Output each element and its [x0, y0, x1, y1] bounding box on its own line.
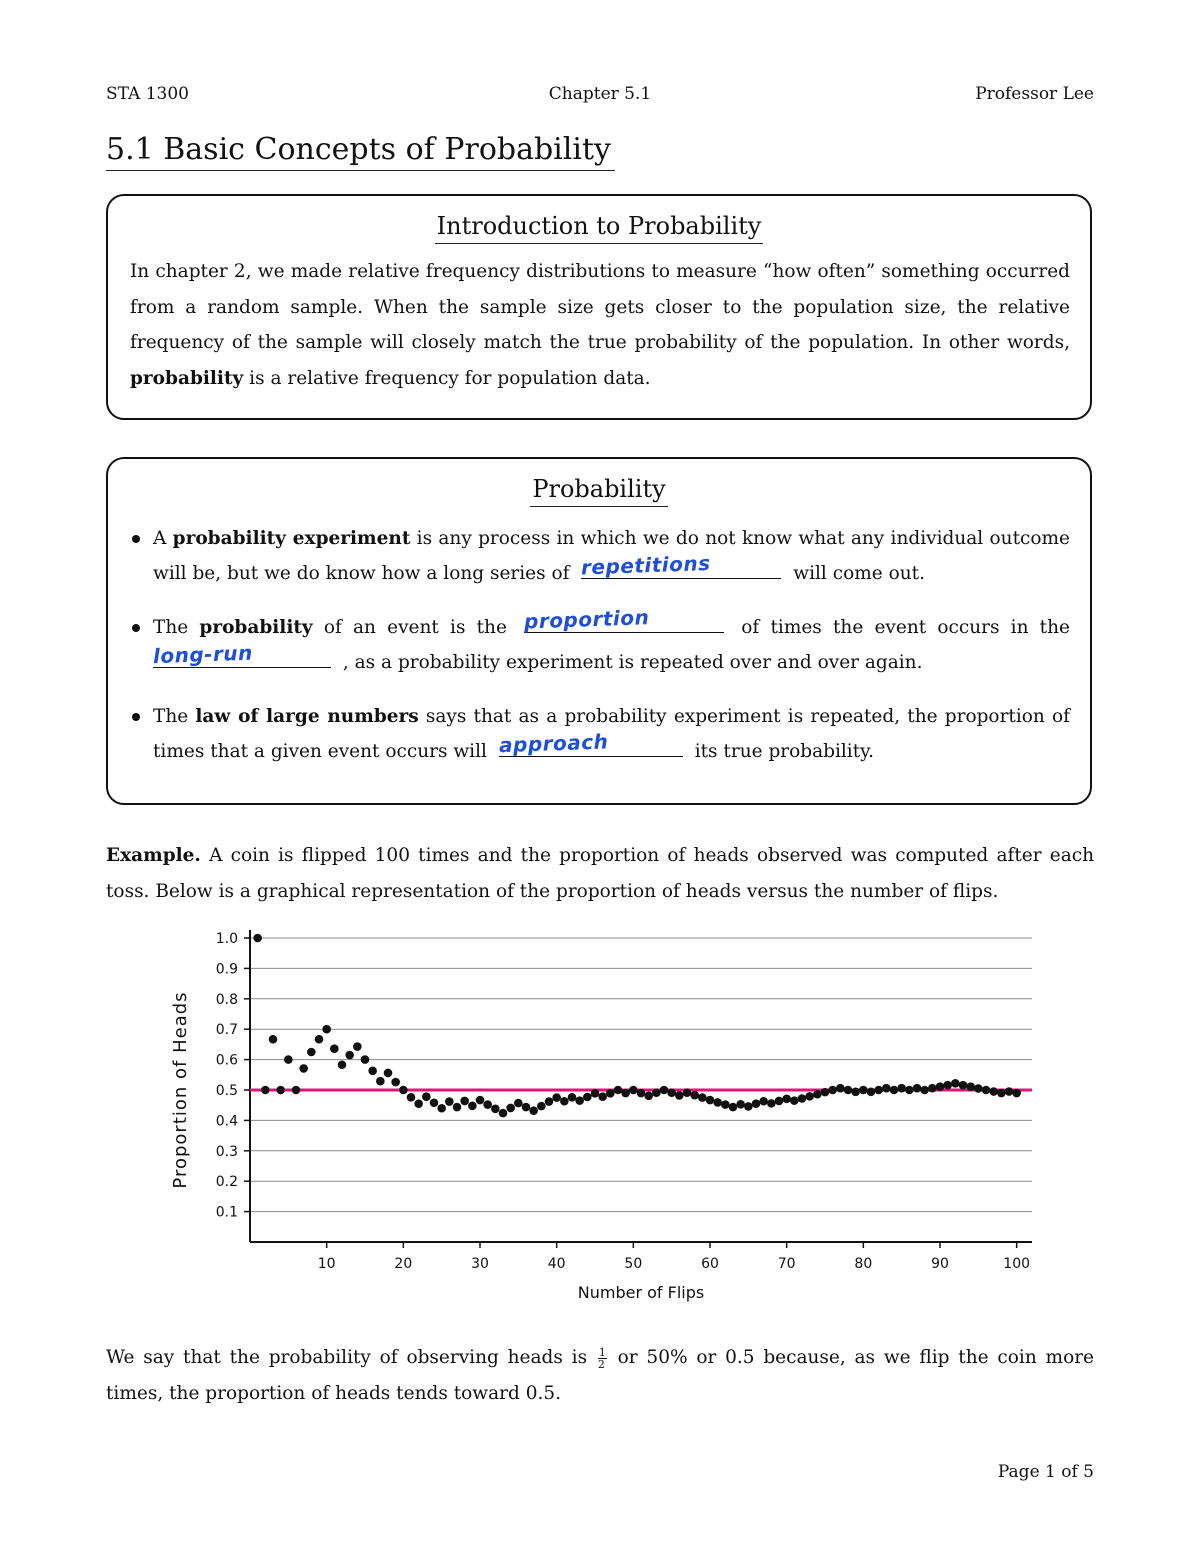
data-point: [920, 1086, 929, 1095]
data-point: [529, 1106, 538, 1115]
data-point: [453, 1103, 462, 1112]
data-point: [1005, 1087, 1014, 1096]
data-point: [445, 1097, 454, 1106]
data-point: [882, 1084, 891, 1093]
data-point: [583, 1093, 592, 1102]
data-point: [782, 1095, 791, 1104]
data-point: [1012, 1089, 1021, 1098]
data-point: [798, 1094, 807, 1103]
data-point: [614, 1086, 623, 1095]
data-point: [752, 1099, 761, 1108]
data-point: [361, 1055, 370, 1064]
data-point: [269, 1035, 278, 1044]
data-point: [966, 1082, 975, 1091]
data-point: [721, 1100, 730, 1109]
data-point: [376, 1077, 385, 1086]
data-point: [851, 1088, 860, 1097]
data-point: [499, 1109, 508, 1118]
data-point: [959, 1081, 968, 1090]
data-point: [644, 1091, 653, 1100]
data-point: [790, 1096, 799, 1105]
x-tick-label: 70: [777, 1256, 796, 1272]
data-point: [284, 1055, 293, 1064]
data-point: [560, 1097, 569, 1106]
data-point: [407, 1093, 416, 1102]
header-instructor: Professor Lee: [975, 84, 1094, 104]
data-point: [805, 1092, 814, 1101]
data-point: [767, 1099, 776, 1108]
data-point: [974, 1084, 983, 1093]
x-tick-label: 30: [471, 1256, 489, 1272]
data-point: [315, 1035, 324, 1044]
data-point: [775, 1097, 784, 1106]
y-tick-label: 0.4: [215, 1113, 238, 1130]
data-point: [537, 1102, 546, 1111]
data-point: [683, 1088, 692, 1097]
y-tick-label: 0.6: [215, 1052, 238, 1069]
data-point: [989, 1087, 998, 1096]
x-tick-label: 90: [931, 1256, 949, 1272]
data-point: [844, 1086, 853, 1095]
data-point: [667, 1088, 676, 1097]
data-point: [276, 1086, 285, 1095]
data-point: [759, 1097, 768, 1106]
data-point: [713, 1098, 722, 1107]
data-point: [905, 1086, 914, 1095]
fill-blank-proportion: [523, 605, 724, 634]
data-point: [391, 1078, 400, 1087]
fill-blank-repetitions: [580, 550, 781, 580]
x-tick-label: 50: [624, 1256, 643, 1272]
data-point: [292, 1086, 301, 1095]
data-point: [568, 1093, 577, 1102]
y-axis-label: Proportion of Heads: [170, 991, 191, 1189]
data-point: [345, 1051, 354, 1060]
handwritten-answer: long-run: [152, 640, 254, 669]
data-point: [483, 1100, 492, 1109]
intro-box-title: Introduction to Probability: [108, 212, 1090, 240]
data-point: [652, 1088, 661, 1097]
data-point: [660, 1086, 669, 1095]
data-point: [951, 1079, 960, 1088]
data-point: [307, 1048, 316, 1057]
data-point: [629, 1086, 638, 1095]
probability-box: [106, 457, 1092, 805]
handwritten-answer: proportion: [523, 605, 650, 634]
data-point: [874, 1086, 883, 1095]
data-point: [338, 1060, 347, 1069]
data-point: [890, 1086, 899, 1095]
probability-box-title: Probability: [108, 475, 1090, 503]
y-tick-label: 0.3: [215, 1143, 238, 1160]
data-point: [322, 1025, 331, 1034]
data-point: [729, 1103, 738, 1112]
data-point: [476, 1096, 485, 1105]
data-point: [491, 1105, 500, 1114]
data-point: [913, 1084, 922, 1093]
data-point: [997, 1089, 1006, 1098]
data-point: [506, 1104, 515, 1113]
data-point: [261, 1086, 270, 1095]
header-course: STA 1300: [106, 84, 189, 104]
data-point: [982, 1086, 991, 1095]
x-axis-label: Number of Flips: [577, 1283, 705, 1302]
data-point: [943, 1081, 952, 1090]
fraction-one-half: $\frac{1}{2}$: [597, 1345, 606, 1371]
data-point: [736, 1100, 745, 1109]
header-chapter: Chapter 5.1: [548, 84, 652, 104]
intro-text: In chapter 2, we made relative frequency distributions to measure “how often” something occurred from a random sample. When the sample size gets closer to the population size, the relative frequency of the sample will closely match the true probability of the population. In other words, probability is a relative frequency for population data.: [130, 261, 1070, 389]
data-point: [545, 1097, 554, 1106]
fill-blank-long-run: [152, 640, 331, 669]
bullet-probability-definition: The probability of an event is the proportion of times the event occurs in the long-run , as a probability experiment is repeated over and over again.: [130, 610, 1070, 680]
data-point: [591, 1089, 600, 1098]
data-point: [698, 1093, 707, 1102]
data-point: [744, 1102, 753, 1111]
intro-box: [106, 194, 1092, 420]
proportion-heads-chart: [160, 918, 1040, 1318]
definition-list: [130, 521, 1070, 769]
x-tick-label: 20: [394, 1256, 413, 1272]
bullet-dot: [132, 624, 140, 632]
bullet-dot: [132, 713, 140, 721]
data-point: [821, 1088, 830, 1097]
data-point: [514, 1099, 523, 1108]
data-point: [690, 1091, 699, 1100]
data-point: [399, 1086, 408, 1095]
data-point: [575, 1096, 584, 1105]
data-point: [552, 1093, 561, 1102]
handwritten-answer: approach: [498, 729, 609, 758]
data-point: [468, 1102, 477, 1111]
fill-blank-approach: [498, 729, 683, 758]
data-point: [422, 1092, 431, 1101]
x-tick-label: 60: [701, 1256, 719, 1272]
data-point: [859, 1086, 868, 1095]
data-point: [430, 1098, 439, 1107]
bullet-dot: [132, 535, 140, 543]
bullet-law-of-large-numbers: The law of large numbers says that as a probability experiment is repeated, the proportion of times that a given event occurs will approach its true probability.: [130, 699, 1070, 769]
data-point: [637, 1089, 646, 1098]
data-point: [928, 1084, 937, 1093]
data-point: [330, 1044, 339, 1053]
data-point: [706, 1096, 715, 1105]
data-point: [253, 934, 262, 943]
data-point: [936, 1082, 945, 1091]
example-paragraph: Example. A coin is flipped 100 times and the proportion of heads observed was computed after each toss. Below is a graphical representation of the proportion of heads versus the number of flips.: [106, 845, 1094, 902]
data-point: [598, 1092, 607, 1101]
data-point: [460, 1097, 469, 1106]
handwritten-answer: repetitions: [580, 550, 712, 580]
y-tick-label: 0.5: [215, 1083, 238, 1099]
page-number: Page 1 of 5: [997, 1462, 1094, 1482]
bullet-probability-experiment: A probability experiment is any process in which we do not know what any individual outcome will be, but we do know how a long series of repetitions will come out.: [130, 521, 1070, 591]
conclusion-paragraph: We say that the probability of observing heads is $\frac{1}{2}$ or 50% or 0.5 because, as we flip the coin more times, the proportion of heads tends toward 0.5.: [106, 1345, 1094, 1404]
data-point: [414, 1099, 423, 1108]
data-point: [836, 1084, 845, 1093]
x-tick-label: 40: [547, 1256, 566, 1272]
y-tick-label: 0.8: [215, 991, 238, 1008]
y-tick-label: 1.0: [215, 931, 238, 947]
data-point: [828, 1086, 837, 1095]
data-point: [621, 1089, 630, 1098]
x-tick-label: 80: [854, 1256, 873, 1272]
y-tick-label: 0.2: [215, 1174, 238, 1191]
x-tick-label: 100: [1003, 1256, 1031, 1272]
data-point: [384, 1069, 393, 1078]
data-point: [675, 1091, 684, 1100]
data-point: [606, 1089, 615, 1098]
data-point: [437, 1104, 446, 1113]
y-tick-label: 0.7: [215, 1022, 238, 1039]
x-tick-label: 10: [317, 1256, 336, 1272]
data-point: [299, 1064, 308, 1073]
data-point: [813, 1090, 822, 1099]
data-point: [867, 1088, 876, 1097]
data-point: [368, 1067, 377, 1076]
data-point: [353, 1042, 362, 1051]
y-tick-label: 0.9: [215, 961, 238, 978]
data-point: [897, 1084, 906, 1093]
page-title: 5.1 Basic Concepts of Probability: [106, 132, 615, 171]
data-point: [522, 1103, 531, 1112]
y-tick-label: 0.1: [215, 1204, 238, 1221]
